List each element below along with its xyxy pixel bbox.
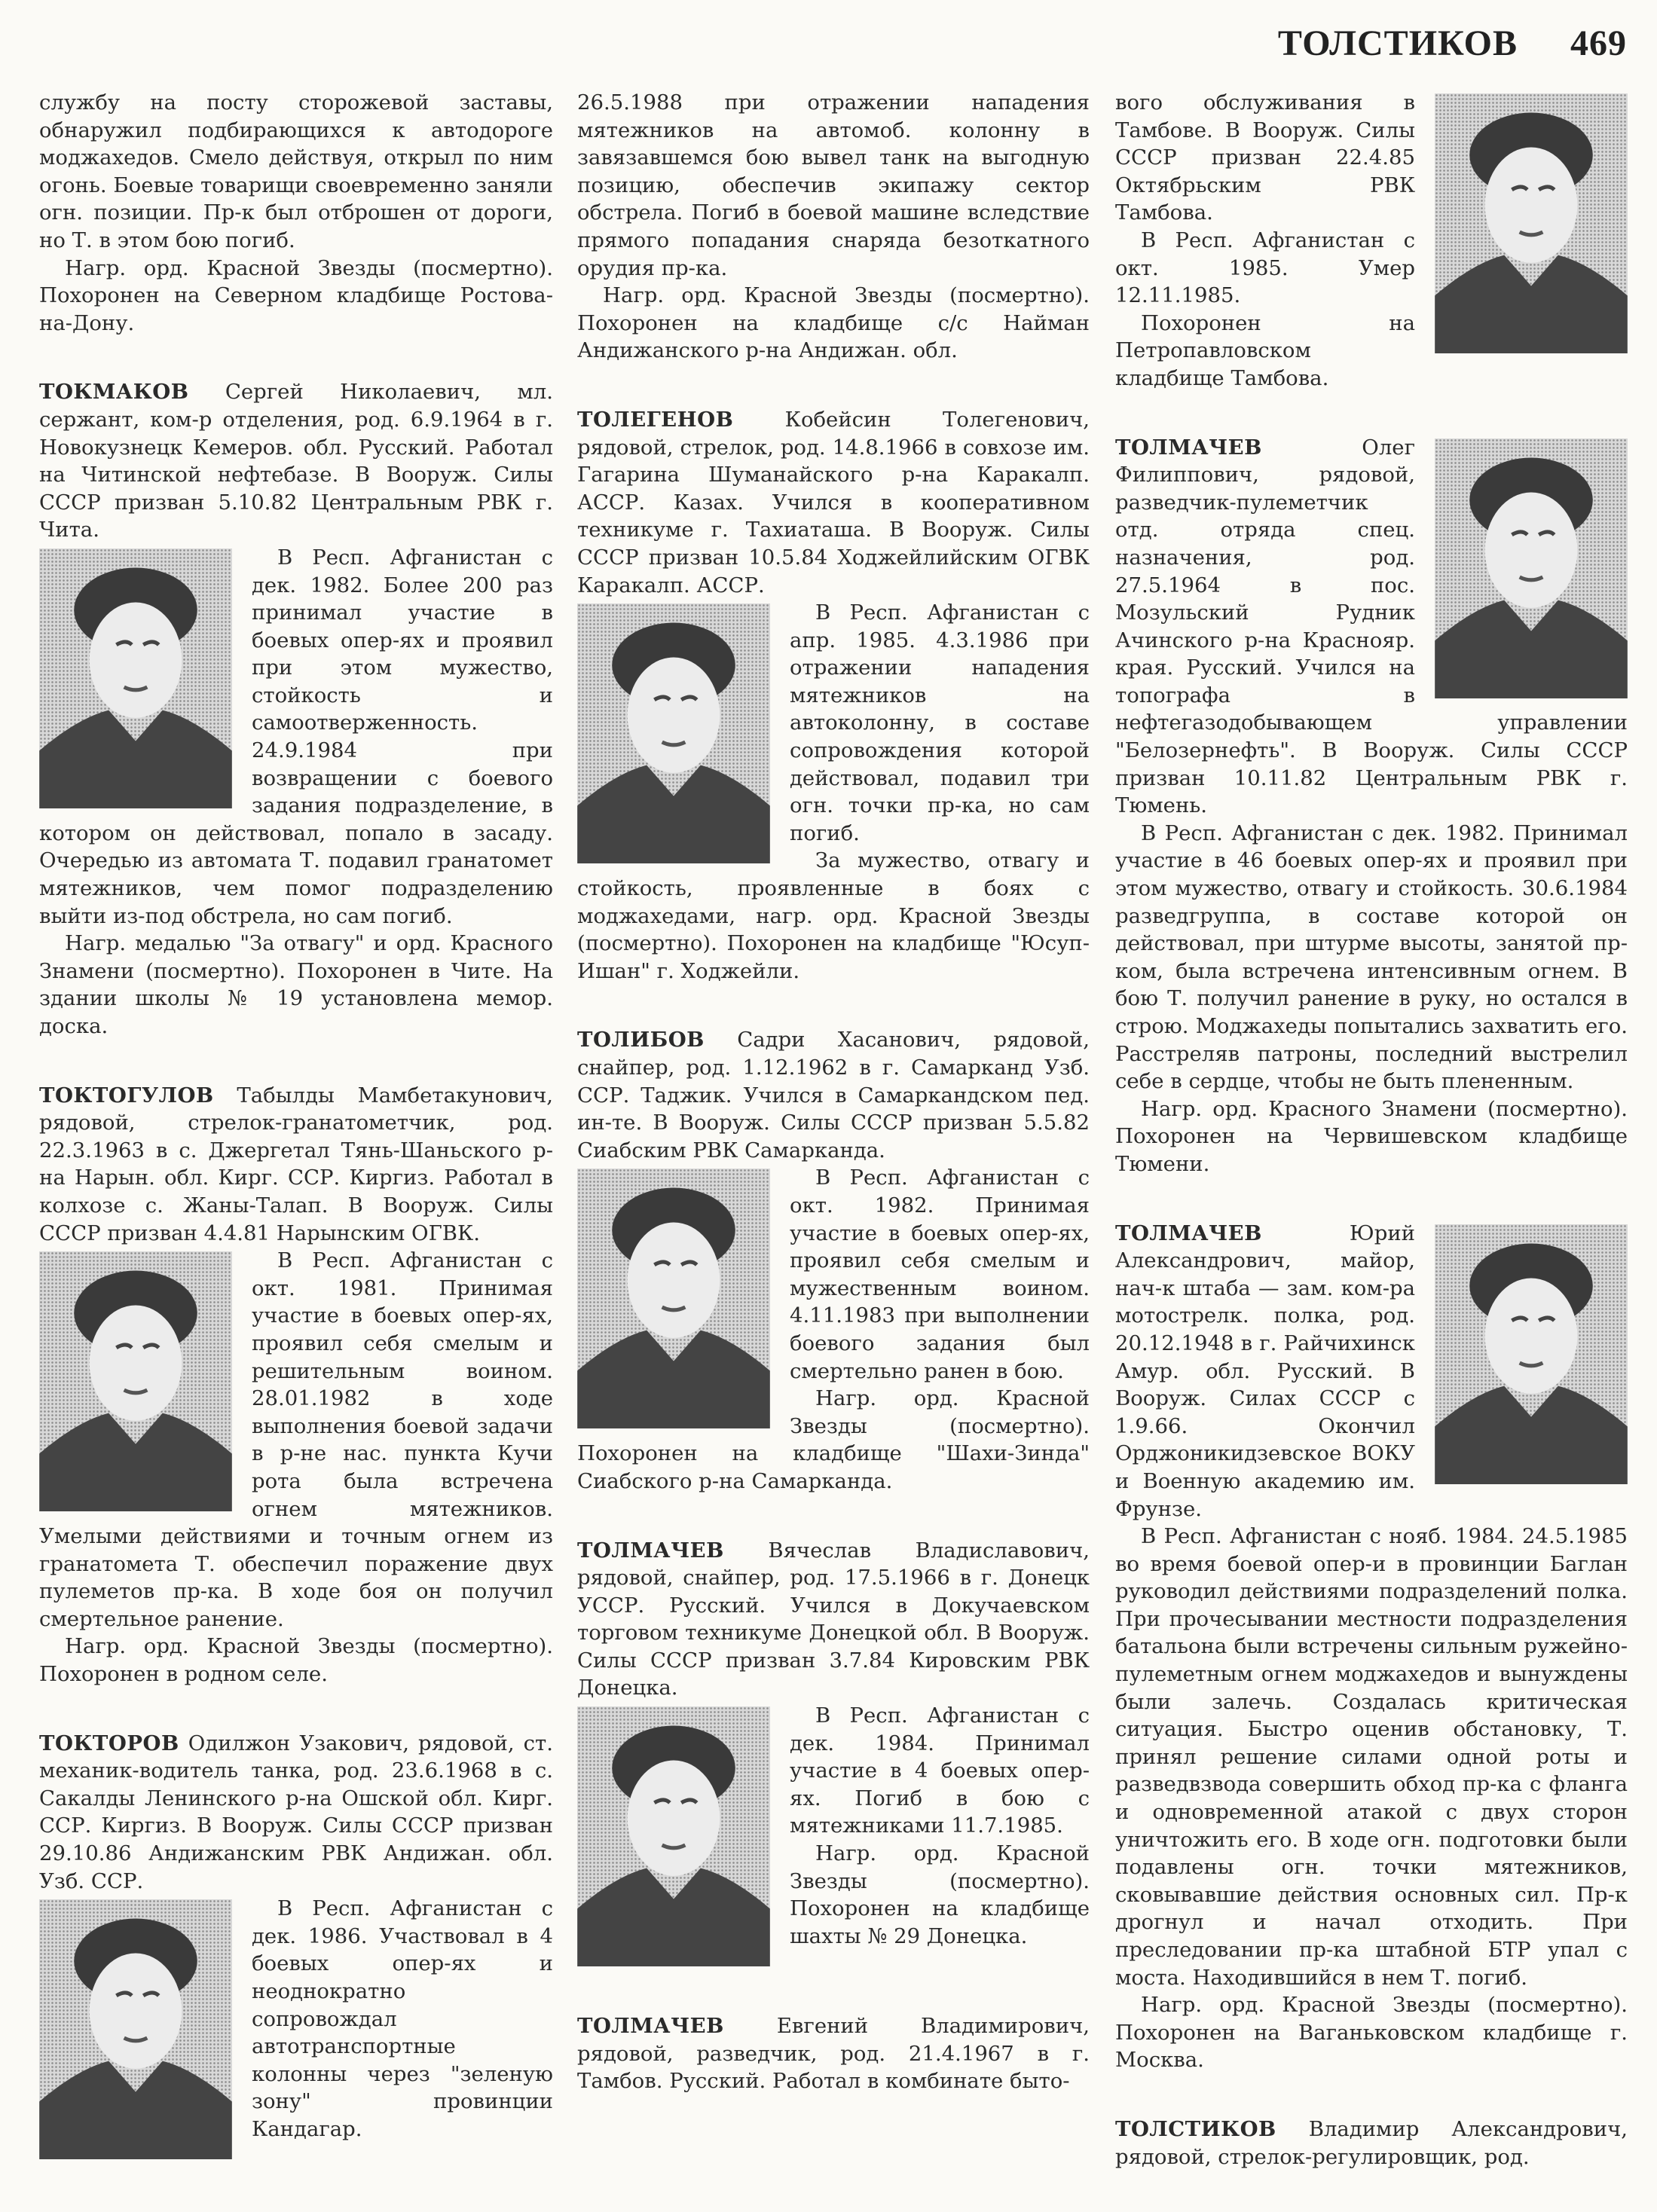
paragraph: В Респ. Афганистан с дек. 1982. Принимал участие в 46 боевых опер-ях и проявил при этом мужество, отвагу и стойкость. 30.6.1984 разведгруппа, в составе которой он действовал, при штурме высоты, занятой пр-ком, была встречена интенсивным огнем. В бою Т. получил ранение в руку, но остался в строю. Моджахеды попытались захватить его. Расстреляв патроны, последний выстрелил себе в сердце, чтобы не быть плененным.: [1115, 820, 1628, 1094]
entry-surname: ТОЛИБОВ: [577, 1028, 705, 1053]
entry-text: Садри Хасанович, рядовой, снайпер, род. 1.12.1962 в г. Самарканд Узб. ССР. Таджик. Учился в Самаркандском пед. ин-те. В Вооруж. Силы СССР призван 5.5.82 Сиабским РВК Самарканда.: [577, 1028, 1090, 1163]
paragraph: 26.5.1988 при отражении нападения мятежников на автомоб. колонну в завязавшемся бою вывел танк на выгодную позицию, обеспечив экипажу сектор обстрела. Погиб в боевой машине вследствие прямого попадания снаряда безоткатного орудия пр-ка.: [577, 90, 1090, 280]
portrait-photo-civilian: [577, 603, 770, 863]
running-title: ТОЛСТИКОВ: [1277, 23, 1518, 63]
entry-text: Сергей Николаевич, мл. сержант, ком-р отделения, род. 6.9.1964 в г. Новокузнецк Кемеров. обл. Русский. Работал на Читинской нефтебазе. В Вооруж. Силы СССР призван 5.10.82 Центральным РВК г. Чита.: [39, 380, 553, 542]
paragraph: Нагр. орд. Красной Звезды (посмертно). Похоронен на Ваганьковском кладбище г. Москва.: [1115, 1993, 1628, 2073]
entry-text: Вячеслав Владиславович, рядовой, снайпер, род. 17.5.1966 в г. Донецк УССР. Русский. Учился в Докучаевском торговом техникуме Донецкой обл. В Вооруж. Силы СССР призван 3.7.84 Кировским РВК Донецка.: [577, 1538, 1090, 1700]
portrait-photo: [39, 1899, 232, 2159]
portrait-photo-uniform: [1435, 1224, 1628, 1484]
paragraph: Нагр. орд. Красной Звезды (посмертно). Похоронен на кладбище шахты № 29 Донецка.: [790, 1841, 1090, 1948]
portrait-photo: [39, 548, 232, 808]
column-1: [39, 89, 553, 2205]
paragraph: За мужество, отвагу и стойкость, проявленные в боях с моджахедами, нагр. орд. Красной Звезды (посмертно). Похоронен на кладбище "Юсуп-Ишан" г. Ходжейли.: [577, 848, 1090, 983]
entry-text: Кобейсин Толегенович, рядовой, стрелок, род. 14.8.1966 в совхозе им. Гагарина Шуманайского р-на Каракалп. АССР. Казах. Учился в кооперативном техникуме г. Тахиаташа. В Вооруж. Силы СССР призван 10.5.84 Ходжейлийским ОГВК Каракалп. АССР.: [577, 407, 1090, 597]
entry-surname: ТОЛМАЧЕВ: [1115, 1221, 1262, 1245]
entry-surname: ТОЛМАЧЕВ: [577, 2014, 724, 2039]
portrait-photo: [577, 1706, 770, 1966]
paragraph: В Респ. Афганистан с дек. 1984. Принимал участие в 4 боевых опер-ях. Погиб в бою с мятежниками 11.7.1985.: [790, 1703, 1090, 1838]
continued-entry: [577, 89, 1090, 365]
entry-surname: ТОЛСТИКОВ: [1115, 2116, 1276, 2141]
portrait-photo-beret: [39, 548, 232, 808]
paragraph: Нагр. орд. Красной Звезды (посмертно). Похоронен на кладбище с/с Найман Андижанского р-на Андижан. обл.: [577, 283, 1090, 363]
portrait-photo-suit: [577, 1169, 770, 1428]
entry-text: Табылды Мамбетакунович, рядовой, стрелок-гранатометчик, род. 22.3.1963 в с. Джергетал Тянь-Шаньского р-на Нарын. обл. Кирг. ССР. Киргиз. Работал в колхозе с. Жаны-Талап. В Вооруж. Силы СССР призван 4.4.81 Нарынским ОГВК.: [39, 1083, 553, 1245]
paragraph: Нагр. медалью "За отвагу" и орд. Красного Знамени (посмертно). Похоронен в Чите. На здании школы № 19 установлена мемор. доска.: [39, 931, 553, 1038]
paragraph: Нагр. орд. Красной Звезды (посмертно). Похоронен на Северном кладбище Ростова-на-Дону.: [39, 255, 553, 335]
portrait-photo: [577, 1169, 770, 1428]
entry-tolmachev-yuri: [1115, 1220, 1628, 2074]
paragraph: службу на посту сторожевой заставы, обнаружил подбирающихся к автодороге моджахедов. Смело действуя, открыл по ним огонь. Боевые товарищи своевременно заняли огн. позиции. Пр-к был отброшен от дороги, но Т. в этом бою погиб.: [39, 90, 553, 252]
entry-text: Одилжон Узакович, рядовой, ст. механик-водитель танка, род. 23.6.1968 в с. Сакалды Ленинского р-на Ошской обл. Кирг. ССР. Киргиз. В Вооруж. Силы СССР призван 29.10.86 Андижанским РВК Андижан. обл. Узб. ССР.: [39, 1731, 553, 1893]
entry-tokmakov: [39, 378, 553, 1040]
entry-tolegenov: [577, 406, 1090, 985]
entry-toktogulov: [39, 1082, 553, 1688]
page-number: 469: [1570, 23, 1627, 63]
continued-entry: [1115, 89, 1628, 393]
paragraph: вого обслуживания в Тамбове. В Вооруж. Силы СССР призван 22.4.85 Октябрьским РВК Тамбова.: [1115, 90, 1415, 225]
running-head: [1278, 23, 1627, 64]
paragraph: В Респ. Афганистан с дек. 1986. Участвовал в 4 боевых опер-ях и неоднократно сопровождал автотранспортные колонны через "зеленую зону" провинции Кандагар.: [252, 1896, 553, 2141]
portrait-photo: [1435, 93, 1628, 353]
entry-tolibov: [577, 1026, 1090, 1495]
paragraph: В Респ. Афганистан с окт. 1985. Умер 12.11.1985.: [1115, 228, 1415, 308]
paragraph: В Респ. Афганистан с апр. 1985. 4.3.1986 при отражении нападения мятежников на автоколонну, в составе сопровождения которой действовал, подавил три огн. точки пр-ка, но сам погиб.: [790, 600, 1090, 845]
entry-surname: ТОЛМАЧЕВ: [577, 1538, 724, 1563]
entry-text: Евгений Владимирович, рядовой, разведчик, род. 21.4.1967 в г. Тамбов. Русский. Работал в комбинате быто-: [577, 2014, 1090, 2094]
paragraph: В Респ. Афганистан с окт. 1981. Принимая участие в боевых опер-ях, проявил себя смелым и решительным воином. 28.01.1982 в ходе выполнения боевой задачи в р-не нас. пункта Кучи рота была встречена огнем мятежников. Умелыми действиями и точным огнем из гранатомета Т. обеспечил поражение двух пулеметов пр-ка. В ходе боя он получил смертельное ранение.: [39, 1248, 553, 1631]
entry-tolstikov: [1115, 2116, 1628, 2171]
paragraph: В Респ. Афганистан с нояб. 1984. 24.5.1985 во время боевой опер-и в провинции Баглан руководил действиями подразделений полка. При прочесывании местности подразделения батальона были встречены сильным ружейно-пулеметным огнем моджахедов и вынуждены были залечь. Создалась критическая ситуация. Быстро оценив обстановку, Т. принял решение силами одной роты и разведвзвода совершить обход пр-ка с фланга и одновременной атакой с двух сторон уничтожить его. В ходе огн. подготовки были подавлены огн. точки мятежников, сковывавшие действия основных сил. Пр-к дрогнул и начал отходить. При преследовании пр-ка штабной БТР упал с моста. Находившийся в нем Т. погиб.: [1115, 1524, 1628, 1990]
portrait-photo-cap: [39, 1251, 232, 1511]
entry-surname: ТОЛЕГЕНОВ: [577, 407, 734, 432]
column-3: [1115, 89, 1628, 2212]
entry-tolmachev-oleg: [1115, 434, 1628, 1178]
entry-text: Юрий Александрович, майор, нач-к штаба — зам. ком-ра мотострелк. полка, род. 20.12.1948 в г. Райчихинск Амур. обл. Русский. В Вооруж. Силах СССР с 1.9.66. Окончил Орджоникидзевское ВОКУ и Военную академию им. Фрунзе.: [1115, 1221, 1415, 1521]
entry-tolmachev-evgeny: [577, 2012, 1090, 2095]
entry-surname: ТОКТОГУЛОВ: [39, 1083, 214, 1108]
entry-toktorov: [39, 1730, 553, 2165]
portrait-photo: [39, 1251, 232, 1511]
portrait-photo-shirt: [1435, 438, 1628, 698]
paragraph: Похоронен на Петропавловском кладбище Тамбова.: [1115, 310, 1415, 390]
paragraph: В Респ. Афганистан с дек. 1982. Более 200 раз принимал участие в боевых опер-ях и проявил при этом мужество, стойкость и самоотверженность. 24.9.1984 при возвращении с боевого задания подразделение, в котором он действовал, попало в засаду. Очередью из автомата Т. подавил гранатомет мятежников, чем помог подразделению выйти из-под обстрела, но сам погиб.: [39, 545, 553, 928]
portrait-photo-fur-hat: [39, 1899, 232, 2159]
entry-text: Олег Филиппович, рядовой, разведчик-пулеметчик отд. отряда спец. назначения, род. 27.5.1964 в пос. Мозульский Рудник Ачинского р-на Краснояр. края. Русский. Учился на топографа в нефтегазодобывающем управлении "Белозернефть". В Вооруж. Силы СССР призван 10.11.82 Центральным РВК г. Тюмень.: [1115, 435, 1628, 818]
continued-entry: [39, 89, 553, 337]
paragraph: Нагр. орд. Красной Звезды (посмертно). Похоронен в родном селе.: [39, 1634, 553, 1687]
entry-text: Владимир Александрович, рядовой, стрелок-регулировщик, род.: [1115, 2116, 1628, 2169]
paragraph: Нагр. орд. Красного Знамени (посмертно). Похоронен на Червишевском кладбище Тюмени.: [1115, 1096, 1628, 1176]
portrait-photo: [1435, 438, 1628, 698]
entry-surname: ТОКТОРОВ: [39, 1731, 179, 1755]
column-2: [577, 89, 1090, 2137]
entry-tolmachev-vyacheslav: [577, 1537, 1090, 1972]
entry-surname: ТОКМАКОВ: [39, 380, 189, 405]
portrait-photo: [577, 603, 770, 863]
portrait-photo-beret-right: [1435, 93, 1628, 353]
portrait-photo-jacket: [577, 1706, 770, 1966]
paragraph: В Респ. Афганистан с окт. 1982. Принимая участие в боевых опер-ях, проявил себя смелым и мужественным воином. 4.11.1983 при выполнении боевого задания был смертельно ранен в бою.: [790, 1166, 1090, 1383]
portrait-photo: [1435, 1224, 1628, 1484]
entry-surname: ТОЛМАЧЕВ: [1115, 435, 1262, 460]
paragraph: Нагр. орд. Красной Звезды (посмертно). Похоронен на кладбище "Шахи-Зинда" Сиабского р-на Самарканда.: [577, 1386, 1090, 1493]
